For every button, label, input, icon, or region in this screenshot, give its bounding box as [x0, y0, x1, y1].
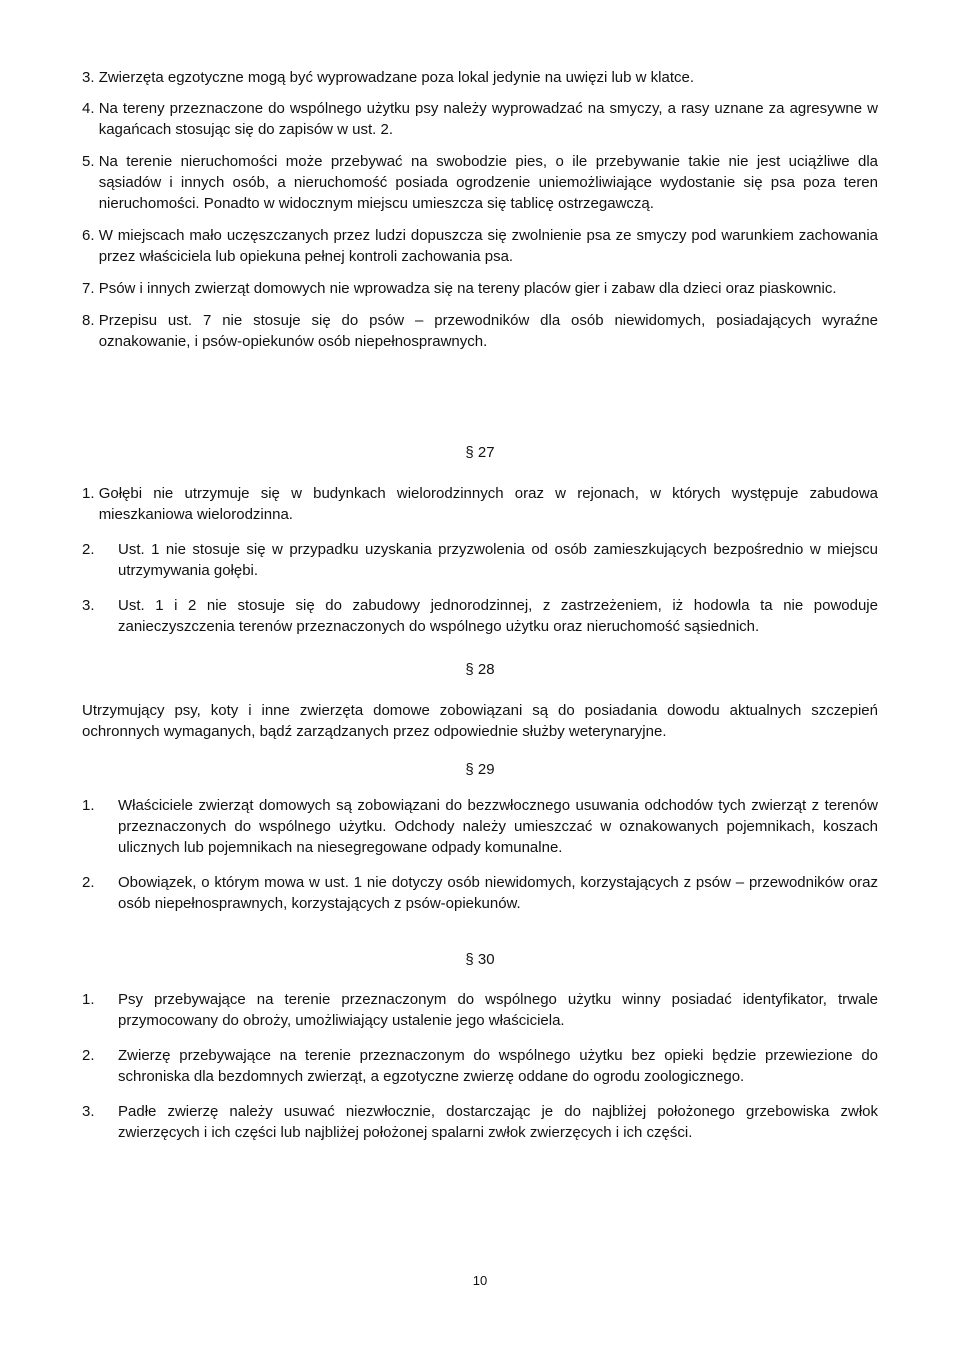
paragraph-text: Utrzymujący psy, koty i inne zwierzęta domowe zobowiązani są do posiadania dowodu aktualnych szczepień ochronnych wymaganych, bądź zarządzanych przez odpowiednie służby weterynaryjne. [82, 702, 878, 740]
list-item [82, 595, 878, 637]
item-number: 2. [82, 1047, 95, 1064]
item-number: 3. [82, 1103, 95, 1120]
section-28-paragraph [82, 700, 878, 742]
list-item [82, 67, 878, 88]
list-item [82, 989, 878, 1031]
item-text: Obowiązek, o którym mowa w ust. 1 nie dotyczy osób niewidomych, korzystających z psów – przewodników oraz osób niepełnosprawnych, korzystających z psów-opiekunów. [118, 874, 878, 912]
item-text: Psy przebywające na terenie przeznaczonym do wspólnego użytku winny posiadać identyfikator, trwale przymocowany do obroży, umożliwiający ustalenie jego właściciela. [118, 991, 878, 1029]
item-number: 2. [82, 541, 95, 558]
section-27-list [82, 483, 878, 637]
item-text: Przepisu ust. 7 nie stosuje się do psów – przewodników dla osób niewidomych, posiadających wyraźne oznakowanie, i psów-opiekunów osób niepełnosprawnych. [98, 312, 878, 350]
section-heading-30: § 30 [465, 951, 495, 968]
item-text: Na tereny przeznaczone do wspólnego użytku psy należy wyprowadzać na smyczy, a rasy uznane za agresywne w kagańcach stosując się do zapisów w ust. 2. [98, 100, 878, 138]
item-number: 6. [82, 227, 95, 244]
item-number: 1. [82, 797, 95, 814]
paragraph-list-part-a [82, 67, 878, 352]
item-text: Padłe zwierzę należy usuwać niezwłocznie, dostarczając je do najbliżej położonego grzebowiska zwłok zwierzęcych i ich części lub najbliżej położonej spalarni zwłok zwierzęcych i ich części. [118, 1103, 878, 1141]
list-item [82, 310, 878, 352]
item-text: Właściciele zwierząt domowych są zobowiązani do bezzwłocznego usuwania odchodów tych zwierząt z terenów przeznaczonych do wspólnego użytku. Odchody należy umieszczać w oznakowanych pojemnikach, koszach ulicznych lub pojemnikach na niesegregowane odpady komunalne. [118, 797, 878, 856]
item-text: Gołębi nie utrzymuje się w budynkach wielorodzinnych oraz w rejonach, w których występuje zabudowa mieszkaniowa wielorodzinna. [98, 485, 878, 523]
section-30-list [82, 989, 878, 1143]
item-number: 8. [82, 312, 95, 329]
item-number: 4. [82, 100, 95, 117]
list-item [82, 278, 878, 299]
item-text: Zwierzę przebywające na terenie przeznaczonym do wspólnego użytku bez opieki będzie przewiezione do schroniska dla bezdomnych zwierząt, a egzotyczne zwierzę oddane do ogrodu zoologicznego. [118, 1047, 878, 1085]
item-text: Na terenie nieruchomości może przebywać na swobodzie pies, o ile przebywanie takie nie jest uciążliwe dla sąsiadów i innych osób, a nieruchomość posiada ogrodzenie uniemożliwiające wydostanie się psa poza teren nieruchomości. Ponadto w widocznym miejscu umieszcza się tablicę ostrzegawczą. [98, 153, 878, 212]
item-text: Ust. 1 nie stosuje się w przypadku uzyskania przyzwolenia od osób zamieszkujących bezpośrednio w miejscu utrzymywania gołębi. [118, 541, 878, 579]
list-item [82, 151, 878, 214]
item-text: Psów i innych zwierząt domowych nie wprowadza się na tereny placów gier i zabaw dla dzieci oraz piaskownic. [98, 280, 837, 297]
item-text: W miejscach mało uczęszczanych przez ludzi dopuszcza się zwolnienie psa ze smyczy pod warunkiem zachowania przez właściciela lub opiekuna pełnej kontroli zachowania psa. [98, 227, 878, 265]
list-item [82, 98, 878, 140]
list-item [82, 1045, 878, 1087]
item-number: 5. [82, 153, 95, 170]
item-number: 3. [82, 597, 95, 614]
list-item [82, 539, 878, 581]
item-number: 1. [82, 485, 95, 502]
item-number: 3. [82, 69, 95, 86]
section-heading-28: § 28 [465, 661, 495, 678]
list-item [82, 225, 878, 267]
item-text: Ust. 1 i 2 nie stosuje się do zabudowy jednorodzinnej, z zastrzeżeniem, iż hodowla ta nie powoduje zanieczyszczenia terenów przeznaczonych do wspólnego użytku oraz nieruchomość sąsiednich. [118, 597, 878, 635]
item-text: Zwierzęta egzotyczne mogą być wyprowadzane poza lokal jedynie na uwięzi lub w klatce. [98, 69, 694, 86]
section-heading-29: § 29 [465, 761, 495, 778]
list-item [82, 795, 878, 858]
list-item [82, 483, 878, 525]
page-number: 10 [472, 1273, 488, 1288]
list-item [82, 872, 878, 914]
item-number: 7. [82, 280, 95, 297]
section-29-list [82, 795, 878, 914]
item-number: 2. [82, 874, 95, 891]
list-item [82, 1101, 878, 1143]
item-number: 1. [82, 991, 95, 1008]
section-heading-27: § 27 [465, 444, 495, 461]
